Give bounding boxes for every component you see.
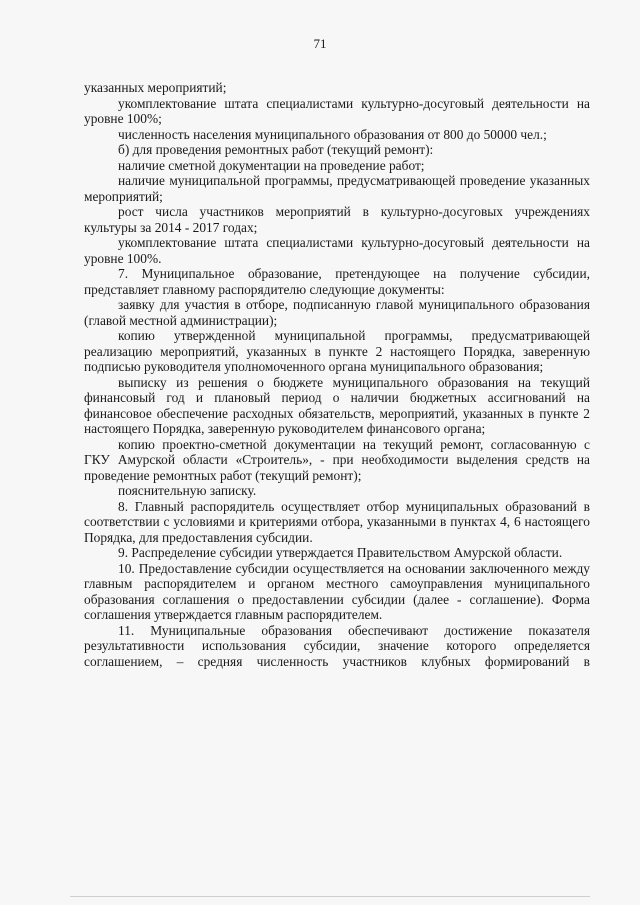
paragraph: 11. Муниципальные образования обеспечивают достижение показателя результативности использования субсидии, значение которого определяется соглашением, – средняя численность участников клубных формирований в	[84, 622, 590, 669]
paragraph: 9. Распределение субсидии утверждается Правительством Амурской области.	[118, 545, 563, 560]
paragraph: выписку из решения о бюджете муниципального образования на текущий финансовый год и плановый период о наличии бюджетных ассигнований на финансовое обеспечение расходных обязательств, мероприятий, указанных в пункте 2 настоящего Порядка, заверенную руководителем финансового органа;	[84, 374, 590, 436]
paragraph: 8. Главный распорядитель осуществляет отбор муниципальных образований в соответствии с условиями и критериями отбора, указанными в пунктах 4, 6 настоящего Порядка, для предоставления субсидии.	[84, 498, 590, 545]
paragraph: 7. Муниципальное образование, претендующее на получение субсидии, представляет главному распорядителю следующие документы:	[84, 266, 590, 297]
paragraph: пояснительную записку.	[118, 483, 257, 498]
document-body	[84, 80, 590, 669]
paragraph: численность населения муниципального образования от 800 до 50000 чел.;	[118, 126, 547, 142]
paragraph: рост числа участников мероприятий в культурно-досуговых учреждениях культуры за 2014 - 2017 годах;	[84, 204, 590, 235]
page-number: 71	[313, 36, 327, 51]
paragraph: наличие муниципальной программы, предусматривающей проведение указанных мероприятий;	[84, 173, 590, 204]
paragraph: укомплектование штата специалистами культурно-досуговый деятельности на уровне 100%;	[84, 95, 590, 126]
page-bottom-edge	[70, 896, 590, 897]
paragraph: укомплектование штата специалистами культурно-досуговый деятельности на уровне 100%.	[84, 235, 590, 266]
paragraph: копию утвержденной муниципальной программы, предусматривающей реализацию мероприятий, указанных в пункте 2 настоящего Порядка, заверенную подписью руководителя уполномоченного органа муниципального образования;	[84, 328, 590, 374]
paragraph: копию проектно-сметной документации на текущий ремонт, согласованную с ГКУ Амурской области «Строитель», - при необходимости выделения средств на проведение ремонтных работ (текущий ремонт);	[84, 436, 590, 483]
paragraph: наличие сметной документации на проведение работ;	[118, 157, 425, 173]
paragraph: указанных мероприятий;	[84, 80, 227, 95]
paragraph: 10. Предоставление субсидии осуществляется на основании заключенного между главным распорядителем и органом местного самоуправления муниципального образования соглашения о предоставлении субсидии (далее - соглашение). Форма соглашения утверждается главным распорядителем.	[84, 560, 590, 622]
paragraph: б) для проведения ремонтных работ (текущий ремонт):	[118, 142, 434, 157]
paragraph: заявку для участия в отборе, подписанную главой муниципального образования (главой местной администрации);	[84, 297, 590, 328]
